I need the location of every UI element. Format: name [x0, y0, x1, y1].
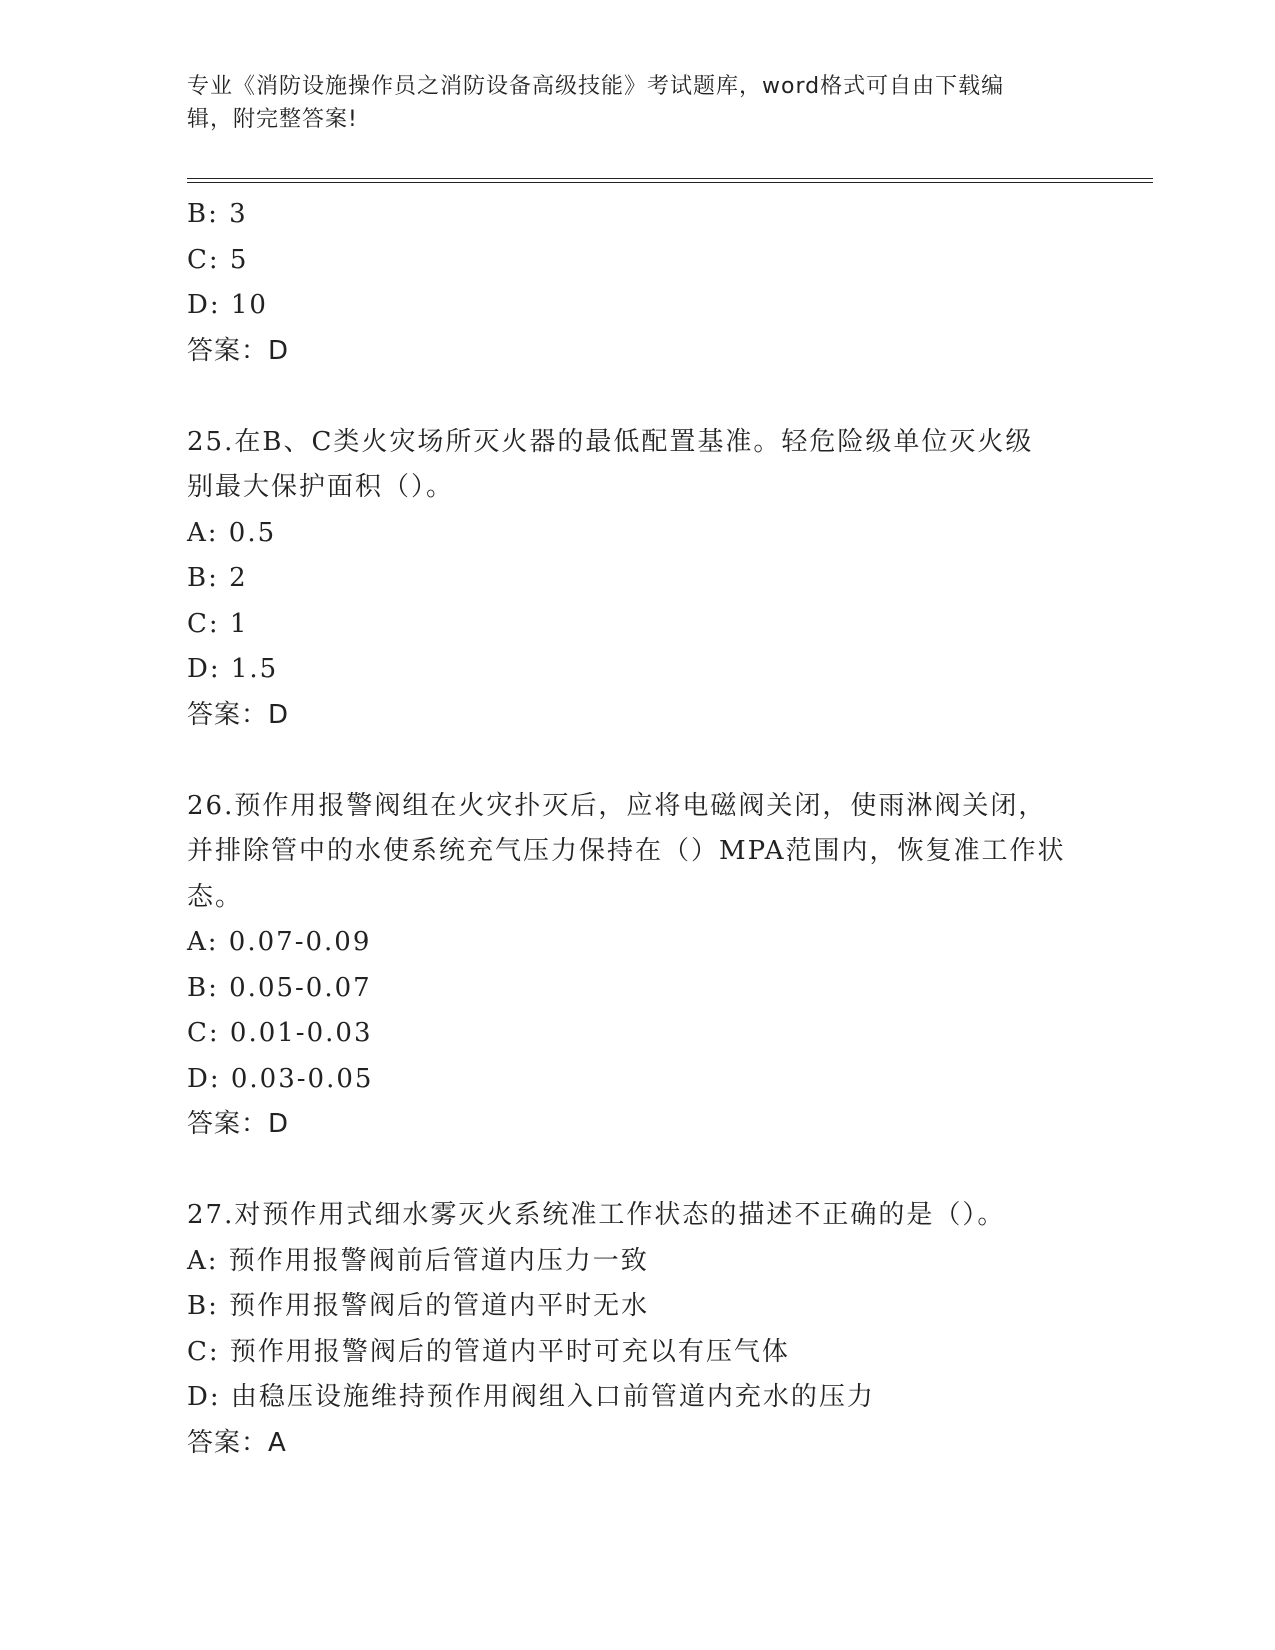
answer-label: 答案：D — [187, 699, 290, 730]
option-b: B: 0.05-0.07 — [187, 972, 372, 1003]
question-stem-line: 并排除管中的水使系统充气压力保持在（）MPA范围内，恢复准工作状 — [187, 836, 1066, 866]
question-stem-line: 27.对预作用式细水雾灭火系统准工作状态的描述不正确的是（）。 — [187, 1200, 1006, 1230]
option-d: D: 0.03-0.05 — [187, 1063, 374, 1094]
header-line-1: 专业《消防设施操作员之消防设备高级技能》考试题库，word格式可自由下载编 — [187, 74, 1005, 99]
option-d: D: 10 — [187, 290, 268, 320]
option-a: A: 0.07-0.09 — [187, 927, 372, 957]
header-divider-top — [187, 178, 1153, 179]
option-c: C: 1 — [187, 608, 249, 639]
option-c: C: 0.01-0.03 — [187, 1018, 373, 1048]
question-24-tail — [187, 192, 1117, 374]
document-header — [187, 70, 1087, 136]
header-line-2: 辑，附完整答案! — [187, 107, 358, 132]
answer-label: 答案：A — [187, 1427, 287, 1458]
option-a: A: 预作用报警阀前后管道内压力一致 — [187, 1245, 649, 1276]
option-b: B: 2 — [187, 563, 248, 593]
option-d: D: 由稳压设施维持预作用阀组入口前管道内充水的压力 — [187, 1382, 875, 1412]
question-stem-line: 26.预作用报警阀组在火灾扑灭后，应将电磁阀关闭，使雨淋阀关闭， — [187, 790, 1047, 821]
question-stem-line: 态。 — [187, 881, 244, 912]
option-b: B: 预作用报警阀后的管道内平时无水 — [187, 1291, 650, 1321]
question-content — [187, 192, 1117, 1466]
header-divider-bottom — [187, 182, 1153, 183]
question-26 — [187, 784, 1117, 1148]
question-25 — [187, 420, 1117, 739]
option-c: C: 预作用报警阀后的管道内平时可充以有压气体 — [187, 1336, 790, 1367]
option-d: D: 1.5 — [187, 654, 279, 684]
question-stem-line: 别最大保护面积（）。 — [187, 472, 455, 502]
answer-label: 答案：D — [187, 335, 290, 366]
question-27 — [187, 1193, 1117, 1466]
question-stem-line: 25.在B、C类火灾场所灭火器的最低配置基准。轻危险级单位灭火级 — [187, 426, 1034, 457]
answer-label: 答案：D — [187, 1109, 290, 1139]
option-c: C: 5 — [187, 244, 249, 275]
option-b: B: 3 — [187, 199, 248, 229]
option-a: A: 0.5 — [187, 517, 277, 548]
